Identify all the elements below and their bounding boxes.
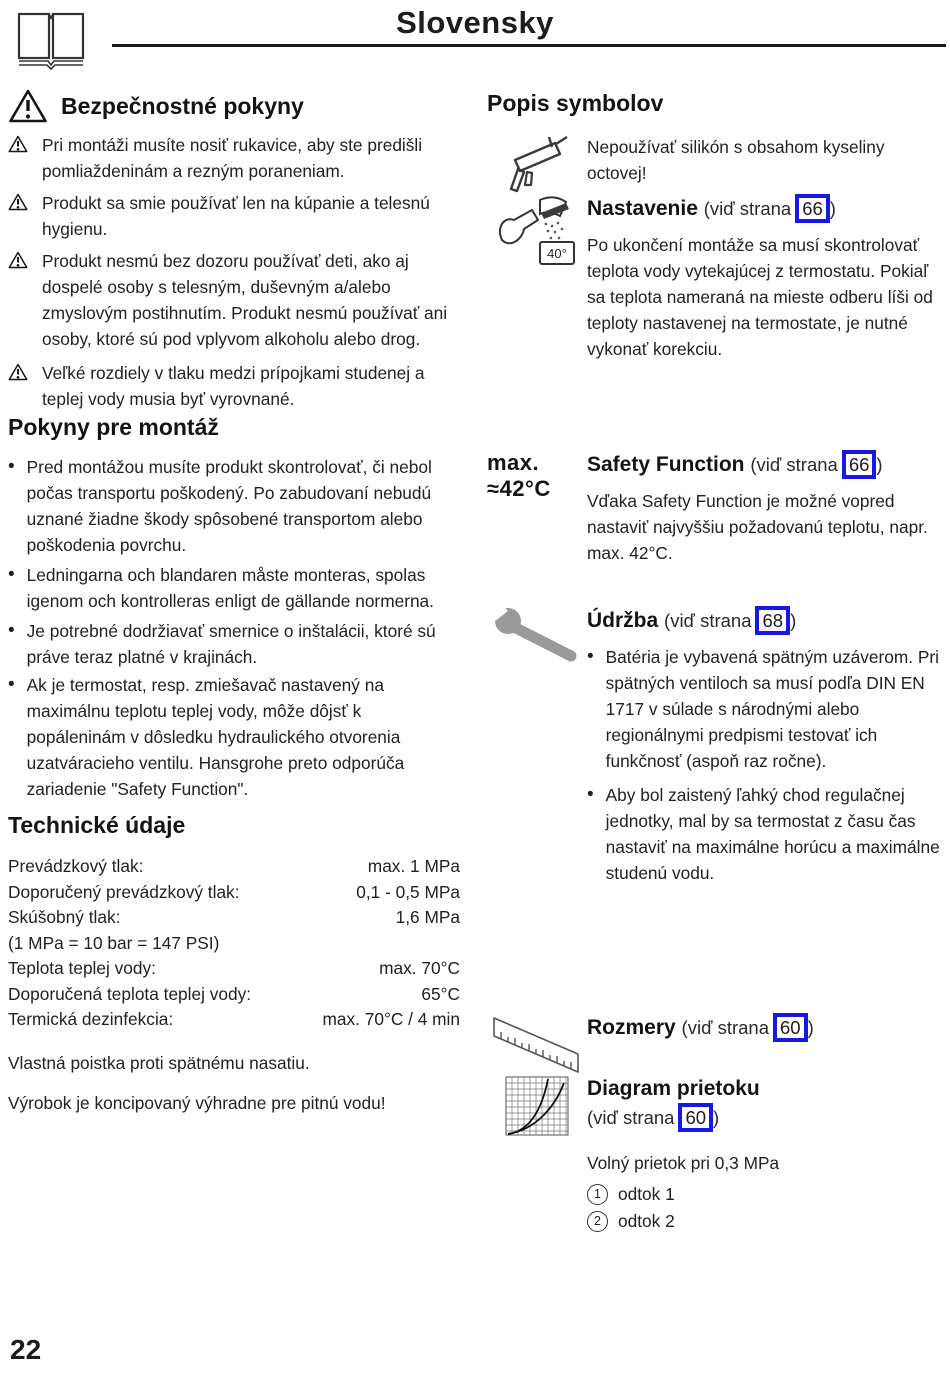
nastavenie-heading <box>587 194 945 223</box>
tech-label: Termická dezinfekcia: <box>8 1009 174 1029</box>
tech-value: 0,1 - 0,5 MPa <box>356 881 460 902</box>
see-page-close: ) <box>713 1107 720 1128</box>
nastavenie-body: Po ukončení montáže sa musí skontrolovať teplota vody vytekajúcej z termostatu. Pokiaľ sa teplota nameraná na mieste odberu líši od teploty nastavenej na termostate, je nutné vykonať korekciu. <box>587 235 933 359</box>
tech-table <box>8 854 460 1033</box>
symbols-section-heading: Popis symbolov <box>487 90 664 116</box>
legend-label: odtok 1 <box>618 1184 675 1204</box>
tech-row <box>8 1007 460 1033</box>
tech-label: (1 MPa = 10 bar = 147 PSI) <box>8 932 220 953</box>
thermometer-reading: 40° <box>547 246 567 261</box>
safety-function-heading <box>587 450 945 479</box>
udrzba-bullet <box>587 644 945 774</box>
safety-section-heading <box>8 88 460 124</box>
wrench-icon <box>487 606 587 886</box>
symbol-row-nastavenie <box>487 194 945 362</box>
tech-label: Prevádzkový tlak: <box>8 856 144 876</box>
tech-value: 1,6 MPa <box>395 907 460 927</box>
tech-label: Skúšobný tlak: <box>8 907 121 927</box>
warning-triangle-icon <box>8 135 28 184</box>
warning-text: Produkt sa smie používať len na kúpanie a telesnú hygienu. <box>42 193 430 239</box>
tech-note-potable: Výrobok je koncipovaný výhradne pre pitnú vodu! <box>8 1093 386 1113</box>
tech-row <box>8 931 460 957</box>
bullet-text: • Batéria je vybavená spätným uzáverom. Pri spätných ventiloch sa musí podľa DIN EN 1717 v súlade s národnými alebo regionálnymi predpismi testovať ich funkčnosť (aspoň raz ročne). <box>605 647 939 771</box>
symbol-row-silicone <box>487 134 945 196</box>
circled-number-icon: 1 <box>587 1184 608 1205</box>
see-page-close: ) <box>807 1017 814 1038</box>
warning-triangle-icon <box>8 363 28 412</box>
see-page-text: (viď strana <box>703 198 792 219</box>
warning-item <box>8 360 460 412</box>
tech-note-backflow: Vlastná poistka proti spätnému nasatiu. <box>8 1053 310 1073</box>
safety-function-body: Vďaka Safety Function je možné vopred nastaviť najvyššiu požadovanú teplotu, napr. max. 42°C. <box>587 491 928 563</box>
flow-note: Volný prietok pri 0,3 MPa <box>587 1153 780 1173</box>
legend-item <box>587 1209 945 1234</box>
bullet-text: • Ledningarna och blandaren måste monteras, spolas igenom och kontrolleras enligt de gällande normerna. <box>26 565 434 611</box>
nastavenie-section <box>587 194 945 362</box>
caulk-gun-icon <box>487 134 587 196</box>
ruler-icon <box>487 1013 587 1075</box>
max-temp-label <box>487 450 587 566</box>
udrzba-bullet <box>587 782 945 886</box>
left-column <box>8 88 460 1328</box>
udrzba-title: Údržba <box>587 609 659 632</box>
page-link[interactable]: 60 <box>773 1013 808 1042</box>
rozmery-heading <box>587 1013 945 1042</box>
montage-bullet <box>8 454 460 558</box>
right-column <box>487 88 945 1328</box>
header-divider <box>112 44 946 47</box>
hand-shower-icon <box>487 194 587 362</box>
tech-row <box>8 956 460 982</box>
tech-value: max. 1 MPa <box>367 856 460 876</box>
bullet-text: • Je potrebné dodržiavať smernice o inštalácii, ktoré sú práve teraz platné v krajinách. <box>26 621 436 667</box>
tech-row <box>8 880 460 906</box>
udrzba-heading <box>587 606 945 635</box>
see-page-text: (viď strana <box>664 610 752 631</box>
see-page-text: (viď strana <box>750 454 838 475</box>
montage-section-heading: Pokyny pre montáž <box>8 414 219 440</box>
tech-row <box>8 905 460 931</box>
section-heading: Bezpečnostné pokyny <box>61 92 304 119</box>
tech-value: max. 70°C / 4 min <box>322 1009 460 1029</box>
warning-item <box>8 190 460 242</box>
max-line: max. <box>487 450 540 475</box>
tech-label: Doporučený prevádzkový tlak: <box>8 881 240 902</box>
warning-text: Produkt nesmú bez dozoru používať deti, ako aj dospelé osoby s telesným, duševným a/alebo zmyslovým postihnutím. Produkt nesmú používať ani osoby, ktoré sú pod vplyvom alkoholu alebo drog. <box>42 251 448 349</box>
bullet-text: • Ak je termostat, resp. zmiešavač nastavený na maximálnu teplotu teplej vody, môže dôjsť k popáleninám v dôsledku hydraulického otvorenia uzatváracieho ventilu. Hansgrohe preto odporúča zariadenie "Safety Function". <box>26 675 405 799</box>
diagram-heading <box>587 1075 945 1132</box>
legend-label: odtok 2 <box>618 1211 675 1231</box>
warning-item <box>8 248 460 352</box>
legend-item <box>587 1182 945 1207</box>
nastavenie-title: Nastavenie <box>587 197 698 220</box>
tech-value: max. 70°C <box>379 958 460 978</box>
montage-bullet <box>8 618 460 670</box>
tech-label: Doporučená teplota teplej vody: <box>8 983 252 1004</box>
page-link[interactable]: 66 <box>795 194 830 223</box>
diagram-title: Diagram prietoku <box>587 1077 760 1100</box>
bullet-text: • Aby bol zaistený ľahký chod regulačnej jednotky, mal by sa termostat z času čas nastaviť na maximálne horúcu a maximálne studenú vodu. <box>605 785 940 883</box>
see-page-text: (viď strana <box>681 1017 769 1038</box>
warning-triangle-icon <box>8 251 28 352</box>
warning-triangle-icon <box>8 88 48 124</box>
safety-function-section <box>587 450 945 566</box>
see-page-close: ) <box>790 610 797 631</box>
silicone-note: Nepoužívať silikón s obsahom kyseliny octovej! <box>587 137 885 183</box>
warning-item <box>8 132 460 184</box>
symbol-row-rozmery <box>487 1013 945 1075</box>
udrzba-section <box>587 606 945 886</box>
see-page-close: ) <box>829 198 836 219</box>
page-link[interactable]: 60 <box>678 1103 713 1132</box>
flow-chart-icon <box>487 1075 587 1137</box>
symbol-row-diagram <box>487 1075 945 1137</box>
warning-text: Veľké rozdiely v tlaku medzi prípojkami studenej a teplej vody musia byť vyrovnané. <box>42 363 425 409</box>
page-title: Slovensky <box>396 5 554 40</box>
montage-bullet <box>8 562 460 614</box>
tech-value: 65°C <box>421 983 460 1004</box>
montage-bullet <box>8 672 460 802</box>
diagram-legend <box>587 1182 945 1234</box>
udrzba-bullets <box>587 644 945 886</box>
symbol-row-safety-function <box>487 450 945 566</box>
symbol-row-udrzba <box>487 606 945 886</box>
page-link[interactable]: 68 <box>755 606 790 635</box>
warning-text: Pri montáži musíte nosiť rukavice, aby ste predišli pomliaždeninám a rezným poraneniam. <box>42 135 423 181</box>
safety-function-title: Safety Function <box>587 453 745 476</box>
tech-row <box>8 982 460 1008</box>
page-number: 22 <box>10 1334 42 1365</box>
temp-line: ≈42°C <box>487 476 551 501</box>
rozmery-title: Rozmery <box>587 1016 676 1039</box>
tech-label: Teplota teplej vody: <box>8 958 156 978</box>
see-page-text: (viď strana <box>587 1107 675 1128</box>
page-link[interactable]: 66 <box>842 450 877 479</box>
tech-row <box>8 854 460 880</box>
see-page-close: ) <box>876 454 883 475</box>
warning-triangle-icon <box>8 193 28 242</box>
tech-section-heading: Technické údaje <box>8 812 186 838</box>
bullet-text: • Pred montážou musíte produkt skontrolovať, či nebol počas transportu poškodený. Po zabudovaní nebudú uznané žiadne škody spôsobené transportom alebo poškodenia povrchu. <box>26 457 432 555</box>
circled-number-icon: 2 <box>587 1211 608 1232</box>
